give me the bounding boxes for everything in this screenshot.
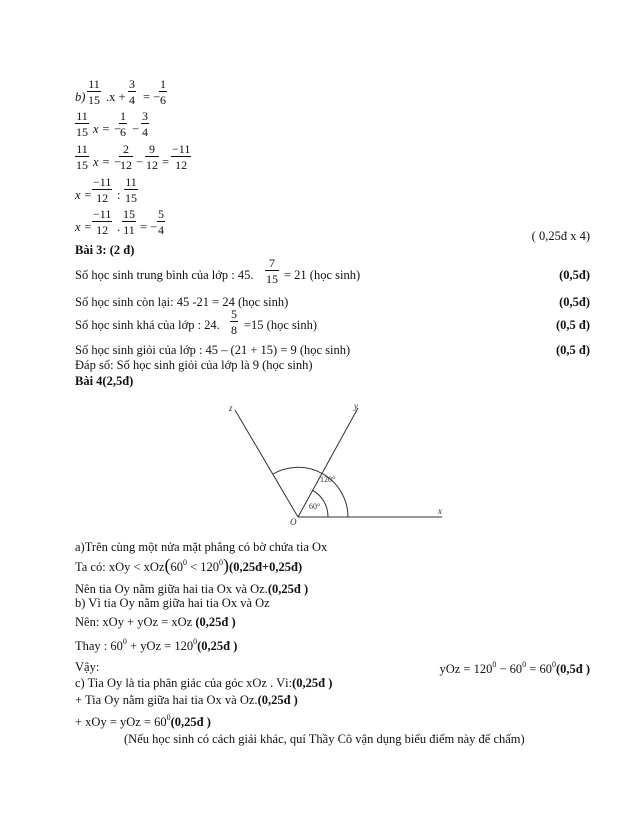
text-line: a)Trên cùng một nửa mặt phẳng có bờ chứa tia Ox bbox=[75, 540, 328, 554]
fraction: 5 8 bbox=[231, 307, 237, 337]
c-line1: c) Tia Oy là tia phân giác của góc xOz . Vì:(0,25đ ) bbox=[75, 676, 333, 690]
fraction: 2 12 bbox=[120, 142, 132, 172]
ray-oz bbox=[235, 410, 298, 517]
expr: − bbox=[132, 122, 140, 136]
expr: − bbox=[136, 155, 144, 169]
a-line3: Nên tia Oy nằm giữa hai tia Ox và Oz.(0,25đ ) bbox=[75, 582, 309, 596]
score: (0,5đ) bbox=[559, 295, 590, 309]
expr: = − bbox=[140, 220, 158, 234]
expr: .x + bbox=[106, 90, 126, 104]
fraction: 11 15 bbox=[88, 77, 100, 107]
fraction: 3 4 bbox=[142, 109, 148, 139]
text-line: Số học sinh còn lại: 45 -21 = 24 (học sinh) bbox=[75, 295, 289, 309]
section-title: Bài 3: (2 đ) bbox=[75, 243, 135, 257]
a-line2: Ta có: xOy < $xOz(60^0$ < $120^0)(0,25đ+0,25đ)$ bbox=[75, 555, 303, 575]
score: (0,5 đ) bbox=[555, 318, 590, 332]
expr: x = − bbox=[93, 122, 122, 136]
angle-figure bbox=[220, 398, 460, 528]
score: (0,5đ) bbox=[559, 268, 590, 282]
ray-oy bbox=[298, 408, 358, 517]
fraction: −11 12 bbox=[93, 175, 112, 205]
fraction: 11 15 bbox=[76, 109, 88, 139]
expr: : bbox=[117, 188, 121, 202]
angle-120-label: 120° bbox=[320, 475, 336, 484]
expr: . bbox=[117, 220, 121, 234]
label-z: z bbox=[229, 403, 233, 413]
c-line3: + xOy = yOz = $60^0(0,25đ$ ) bbox=[75, 713, 211, 729]
fraction: 11 15 bbox=[125, 175, 137, 205]
text-line: Vậy: bbox=[75, 660, 100, 674]
score: ( 0,25đ x 4) bbox=[531, 229, 590, 243]
c-line2: + Tia Oy nằm giữa hai tia Ox và Oz.(0,25đ ) bbox=[75, 693, 298, 707]
b-line3: Thay : $60^0$ + yOz = $120^0(0,25đ$ ) bbox=[75, 637, 238, 653]
section-title: Bài 4(2,5đ) bbox=[75, 374, 134, 388]
fraction: −11 12 bbox=[172, 142, 191, 172]
text-line: =15 (học sinh) bbox=[244, 318, 318, 332]
fraction: 15 11 bbox=[123, 207, 135, 237]
grading-note: (Nếu học sinh có cách giải khác, quí Thầy Cô vận dụng biểu điểm này để chấm) bbox=[124, 732, 525, 746]
fraction: 11 15 bbox=[76, 142, 88, 172]
text-line: = 21 (học sinh) bbox=[284, 268, 361, 282]
b-line4-result: yOz = $120^0 - 60^0$ = $60^0(0,5đ$ ) bbox=[439, 660, 590, 676]
expr: x = − bbox=[93, 155, 122, 169]
text-line: Số học sinh trung bình của lớp : 45. bbox=[75, 268, 254, 282]
fraction: 3 4 bbox=[129, 77, 135, 107]
expr: = bbox=[162, 155, 170, 169]
score: (0,5 đ) bbox=[555, 343, 590, 357]
fraction: 1 6 bbox=[160, 77, 166, 107]
fraction: 9 12 bbox=[146, 142, 158, 172]
angle-60-label: 60° bbox=[309, 502, 321, 511]
label-y: y bbox=[354, 401, 358, 411]
expr: x = bbox=[75, 188, 93, 202]
text-line: Số học sinh giỏi của lớp : 45 – (21 + 15) = 9 (học sinh) bbox=[75, 343, 351, 357]
label-x: x bbox=[438, 506, 442, 516]
fraction: 1 6 bbox=[120, 109, 126, 139]
fraction: −11 12 bbox=[93, 207, 112, 237]
fraction: 5 4 bbox=[158, 207, 164, 237]
b-label: b) bbox=[75, 90, 86, 104]
expr: = − bbox=[143, 90, 161, 104]
text-line: b) Vì tia Oy nằm giữa hai tia Ox và Oz bbox=[75, 596, 270, 610]
fraction: 7 15 bbox=[266, 256, 278, 286]
label-o: O bbox=[290, 517, 297, 527]
text-line: Số học sinh khá của lớp : 24. bbox=[75, 318, 220, 332]
b-line2: Nên: xOy + yOz = xOz (0,25đ ) bbox=[75, 615, 236, 629]
expr: x = bbox=[75, 220, 93, 234]
answer-line: Đáp số: Số học sinh giỏi của lớp là 9 (học sinh) bbox=[75, 358, 313, 372]
